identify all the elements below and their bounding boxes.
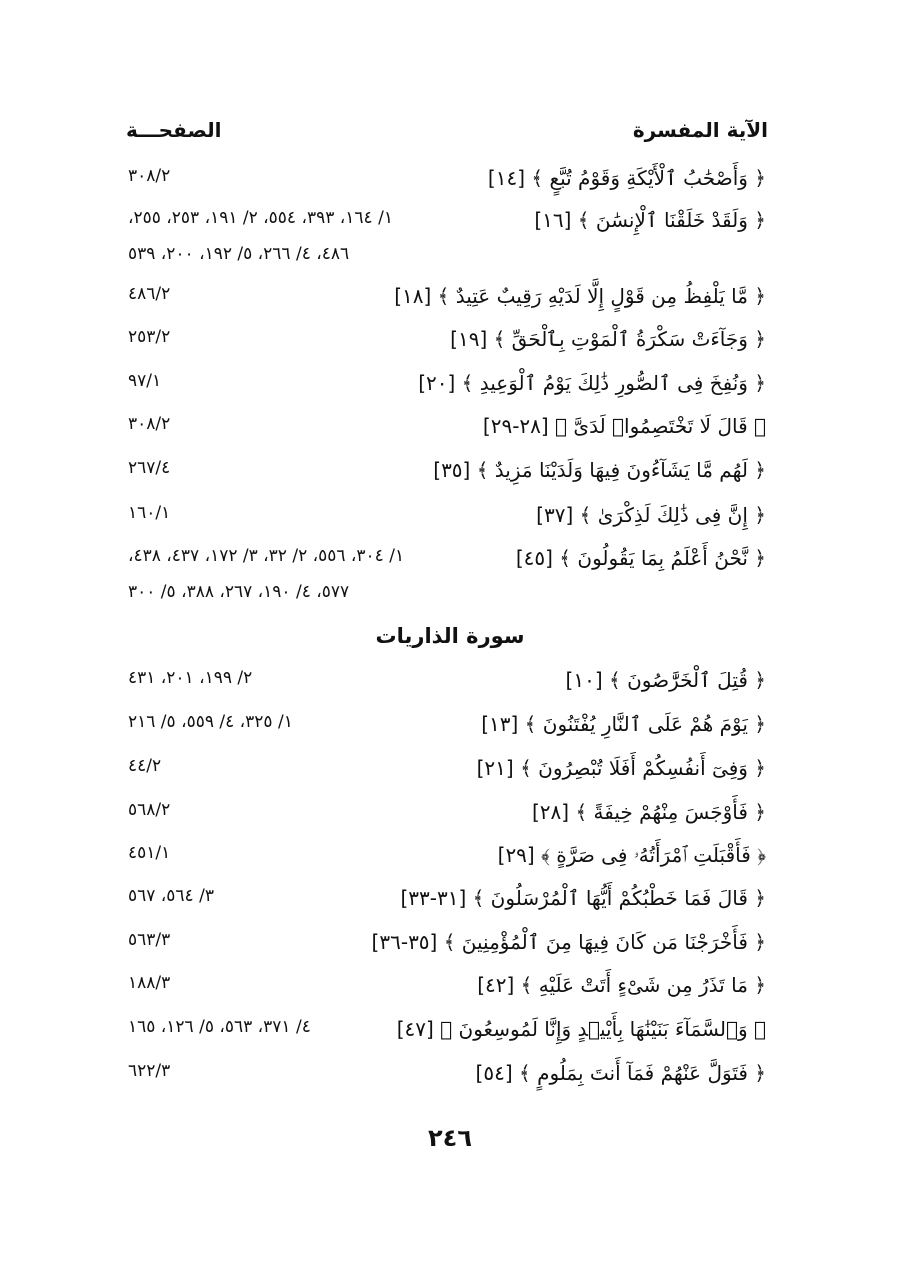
verse-text: ﴿ وَٱلسَّمَآءَ بَنَيْنَٰهَا بِأَيْي۟دٍ وَإِنَّا لَمُوسِعُونَ ﴾ [٤٧]	[396, 1017, 766, 1041]
index-row	[0, 756, 900, 796]
page-refs: ٤٥١/١	[128, 843, 171, 863]
verse-text: ﴿ وَأَصْحَٰبُ ٱلْأَيْكَةِ وَقَوْمُ تُبَّعٍ ﴾ [١٤]	[487, 166, 766, 190]
index-row	[0, 503, 900, 543]
index-row	[0, 800, 900, 840]
index-row	[0, 414, 900, 454]
page-refs: ٦٢٢/٣	[128, 1061, 171, 1081]
verse-column-header: الآية المفسرة	[632, 118, 768, 142]
page-refs: ٩٧/١	[128, 371, 162, 391]
page-refs: ٣/ ٥٦٤، ٥٦٧	[128, 886, 214, 906]
verse-text: ﴿ وَلَقَدْ خَلَقْنَا ٱلْإِنسَٰنَ ﴾ [١٦]	[534, 208, 766, 232]
index-row	[0, 973, 900, 1013]
page-number: ٢٤٦	[428, 1124, 472, 1152]
page-column-header: الصفحـــة	[126, 118, 222, 142]
index-row	[0, 284, 900, 324]
page-refs: ٤/ ٣٧١، ٥٦٣، ٥/ ١٢٦، ١٦٥	[128, 1017, 311, 1037]
index-row	[0, 1017, 900, 1057]
index-row	[0, 327, 900, 367]
verse-text: ﴿ فَتَوَلَّ عَنْهُمْ فَمَآ أَنتَ بِمَلُومٍ ﴾ [٥٤]	[475, 1061, 766, 1085]
page-refs-continued: ٥٧٧، ٤/ ١٩٠، ٢٦٧، ٣٨٨، ٥/ ٣٠٠	[128, 582, 350, 602]
page-refs: ١٨٨/٣	[128, 973, 171, 993]
verse-text: ﴿ قَالَ فَمَا خَطْبُكُمْ أَيُّهَا ٱلْمُرْسَلُونَ ﴾ [٣١-٣٣]	[400, 886, 766, 910]
index-row	[0, 208, 900, 284]
page-refs: ٥٦٣/٣	[128, 930, 171, 950]
page-refs: ٣٠٨/٢	[128, 414, 171, 434]
page-refs: ٢/ ١٩٩، ٢٠١، ٤٣١	[128, 668, 253, 688]
index-row	[0, 712, 900, 752]
index-row	[0, 886, 900, 926]
verse-text: ﴿ وَجَآءَتْ سَكْرَةُ ٱلْمَوْتِ بِٱلْحَقِّ ﴾ [١٩]	[450, 327, 766, 351]
verse-text: ﴿ نَّحْنُ أَعْلَمُ بِمَا يَقُولُونَ ﴾ [٤٥]	[515, 546, 766, 570]
index-row	[0, 668, 900, 708]
verse-text: ﴿ وَفِىٓ أَنفُسِكُمْ أَفَلَا تُبْصِرُونَ ﴾ [٢١]	[476, 756, 766, 780]
page-refs: ٣٠٨/٢	[128, 166, 171, 186]
verse-text: ﴿ فَأَخْرَجْنَا مَن كَانَ فِيهَا مِنَ ٱلْمُؤْمِنِينَ ﴾ [٣٥-٣٦]	[371, 930, 766, 954]
page-refs: ١٦٠/١	[128, 503, 171, 523]
index-row	[0, 371, 900, 411]
verse-text: ﴿ قُتِلَ ٱلْخَرَّٰصُونَ ﴾ [١٠]	[565, 668, 766, 692]
verse-text: ﴿ مَا تَذَرُ مِن شَىْءٍ أَتَتْ عَلَيْهِ ﴾ [٤٢]	[477, 973, 766, 997]
verse-text: ﴿ فَأَوْجَسَ مِنْهُمْ خِيفَةً ﴾ [٢٨]	[531, 800, 766, 824]
verse-text: ﴿ إِنَّ فِى ذَٰلِكَ لَذِكْرَىٰ ﴾ [٣٧]	[536, 503, 766, 527]
verse-text: ﴿ قَالَ لَا تَخْتَصِمُوا۟ لَدَىَّ ﴾ [٢٨-٢٩]	[482, 414, 766, 438]
index-row	[0, 546, 900, 622]
index-row	[0, 458, 900, 498]
index-row	[0, 166, 900, 206]
verse-text: ﴿ يَوْمَ هُمْ عَلَى ٱلنَّارِ يُفْتَنُونَ ﴾ [١٣]	[481, 712, 766, 736]
page-refs: ١/ ١٦٤، ٣٩٣، ٥٥٤، ٢/ ١٩١، ٢٥٣، ٢٥٥،	[128, 208, 393, 228]
verse-text: ﴿ لَهُم مَّا يَشَآءُونَ فِيهَا وَلَدَيْنَا مَزِيدٌ ﴾ [٣٥]	[433, 458, 766, 482]
page-refs-continued: ٤٨٦، ٤/ ٢٦٦، ٥/ ١٩٢، ٢٠٠، ٥٣٩	[128, 244, 350, 264]
verse-text: ﴿ مَّا يَلْفِظُ مِن قَوْلٍ إِلَّا لَدَيْهِ رَقِيبٌ عَتِيدٌ ﴾ [١٨]	[394, 284, 766, 308]
index-row	[0, 843, 900, 883]
page-refs: ٢٥٣/٢	[128, 327, 171, 347]
page-refs: ٤٤/٢	[128, 756, 162, 776]
verse-text: ﴿ وَنُفِخَ فِى ٱلصُّورِ ذَٰلِكَ يَوْمُ ٱلْوَعِيدِ ﴾ [٢٠]	[418, 371, 766, 395]
page-refs: ١/ ٣٢٥، ٤/ ٥٥٩، ٥/ ٢١٦	[128, 712, 293, 732]
index-row	[0, 930, 900, 970]
page-refs: ٥٦٨/٢	[128, 800, 171, 820]
verse-text: ﴿ فَأَقْبَلَتِ ٱمْرَأَتُهُۥ فِى صَرَّةٍ ﴾ [٢٩]	[497, 843, 766, 867]
surah-title: سورة الذاريات	[375, 624, 525, 648]
page-refs: ٢٦٧/٤	[128, 458, 171, 478]
index-row	[0, 1061, 900, 1101]
page-refs: ٤٨٦/٢	[128, 284, 171, 304]
page-refs: ١/ ٣٠٤، ٥٥٦، ٢/ ٣٢، ٣/ ١٧٢، ٤٣٧، ٤٣٨،	[128, 546, 405, 566]
